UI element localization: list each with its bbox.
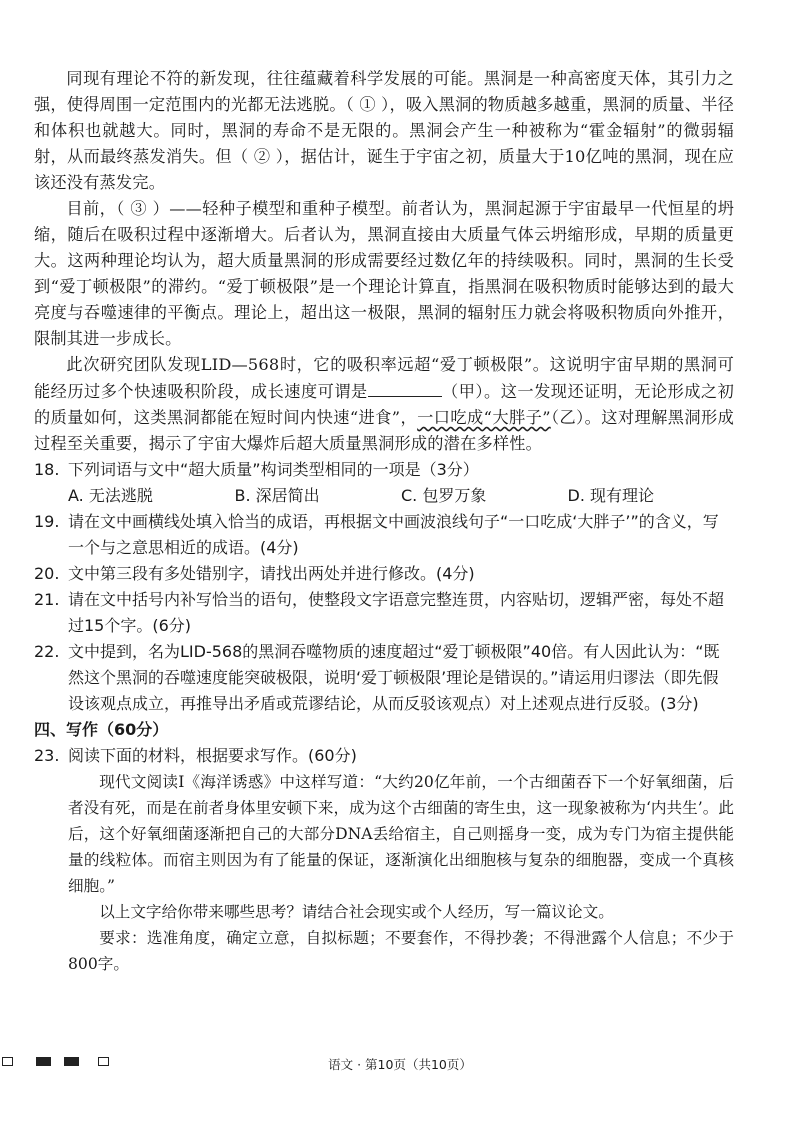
question-text: 文中提到，名为LID-568的黑洞吞噬物质的速度超过“爱丁顿极限”40倍。有人因此认为：“既然这个黑洞的吞噬速度能突破极限，说明‘爱丁顿极限’理论是错误的。”请运用归谬法（即先假设该观点成立，再推导出矛盾或荒谬结论，从而反驳该观点）对上述观点进行反驳。(3分) — [68, 642, 720, 713]
passage-paragraph-2: 目前，（ ③ ）——轻种子模型和重种子模型。前者认为，黑洞起源于宇宙最早一代恒星的坍缩，随后在吸积过程中逐渐增大。后者认为，黑洞直接由大质量气体云坍缩形成，早期的质量更大。这两种理论均认为，超大质量黑洞的形成需要经过数亿年的持续吸积。同时，黑洞的生长受到“爱丁顿极限”的滞约。“爱丁顿极限”是一个理论计算直，指黑洞在吸积物质时能够达到的最大亮度与吞噬速律的平衡点。理论上，超出这一极限，黑洞的辐射压力就会将吸积物质向外推开，限制其进一步成长。 — [34, 199, 734, 348]
option-d: D. 现有理论 — [567, 486, 654, 505]
question-20 — [34, 561, 734, 587]
writing-prompt: 以上文字给你带来哪些思考？请结合社会现实或个人经历，写一篇议论文。 — [99, 903, 614, 921]
page-footer — [0, 1051, 800, 1075]
question-22 — [34, 639, 734, 717]
question-number: 22. — [34, 642, 60, 661]
question-number: 18. — [34, 460, 60, 479]
page-number: 语文 · 第10页（共10页） — [328, 1057, 472, 1072]
question-number: 20. — [34, 564, 60, 583]
question-18 — [34, 457, 734, 483]
wavy-underlined-phrase: 一口吃成“大胖子” — [417, 408, 551, 427]
question-number: 21. — [34, 590, 60, 609]
question-19 — [34, 509, 734, 561]
question-number: 23. — [34, 746, 60, 765]
question-18-options — [34, 483, 734, 509]
fill-blank-line — [368, 378, 442, 397]
exam-page — [34, 66, 734, 977]
passage-p3-part-a: 此次研究团队发现LID—568时，它的吸积率远超“爱丁顿极限”。这说明宇宙早期的黑洞可能经历过多个快速吸积阶段，成长速度可谓是 — [34, 355, 734, 401]
question-text: 阅读下面的材料，根据要求写作。(60分) — [68, 746, 357, 765]
section-heading-writing: 四、写作（60分） — [34, 720, 169, 739]
question-21 — [34, 587, 734, 639]
option-a: A. 无法逃脱 — [68, 486, 153, 505]
writing-requirements: 要求：选准角度，确定立意，自拟标题；不要套作，不得抄袭；不得泄露个人信息；不少于800字。 — [68, 929, 734, 973]
option-c: C. 包罗万象 — [401, 486, 487, 505]
question-number: 19. — [34, 512, 60, 531]
option-b: B. 深居简出 — [234, 486, 320, 505]
passage-p3-part-c: （乙）。这对理解黑洞形成过程至关重要，揭示了宇宙大爆炸后超大质量黑洞形成的潜在多样性。 — [34, 408, 735, 453]
question-text: 请在文中括号内补写恰当的语句，使整段文字语意完整连贯，内容贴切，逻辑严密，每处不超过15个字。(6分) — [68, 590, 725, 635]
question-text: 文中第三段有多处错别字，请找出两处并进行修改。(4分) — [68, 564, 475, 583]
passage-paragraph-3 — [34, 352, 734, 457]
passage-p3-part-b: （甲）。这一发现还证明，无论形成之初的质量如何，这类黑洞都能在短时间内快速“进食”， — [34, 382, 735, 427]
question-text: 请在文中画横线处填入恰当的成语，再根据文中画波浪线句子“一口吃成‘大胖子’”的含义，写一个与之意思相近的成语。(4分) — [68, 512, 719, 557]
passage-paragraph-1: 同现有理论不符的新发现，往往蕴藏着科学发展的可能。黑洞是一种高密度天体，其引力之强，使得周围一定范围内的光都无法逃脱。（ ① ），吸入黑洞的物质越多越重，黑洞的质量、半径和体积也就越大。同时，黑洞的寿命不是无限的。黑洞会产生一种被称为“霍金辐射”的微弱辐射，从而最终蒸发消失。但（ ② ），据估计，诞生于宇宙之初，质量大于10亿吨的黑洞，现在应该还没有蒸发完。 — [34, 69, 734, 192]
question-text: 下列词语与文中“超大质量”构词类型相同的一项是（3分） — [68, 460, 479, 479]
writing-material: 现代文阅读Ⅰ《海洋诱惑》中这样写道：“大约20亿年前，一个古细菌吞下一个好氧细菌，后者没有死，而是在前者身体里安顿下来，成为这个古细菌的寄生虫，这一现象被称为‘内共生’。此后，这个好氧细菌逐渐把自己的大部分DNA丢给宿主，自己则摇身一变，成为专门为宿主提供能量的线粒体。而宿主则因为有了能量的保证，逐渐演化出细胞核与复杂的细胞器，变成一个真核细胞。” — [68, 773, 734, 895]
question-23 — [34, 743, 734, 769]
